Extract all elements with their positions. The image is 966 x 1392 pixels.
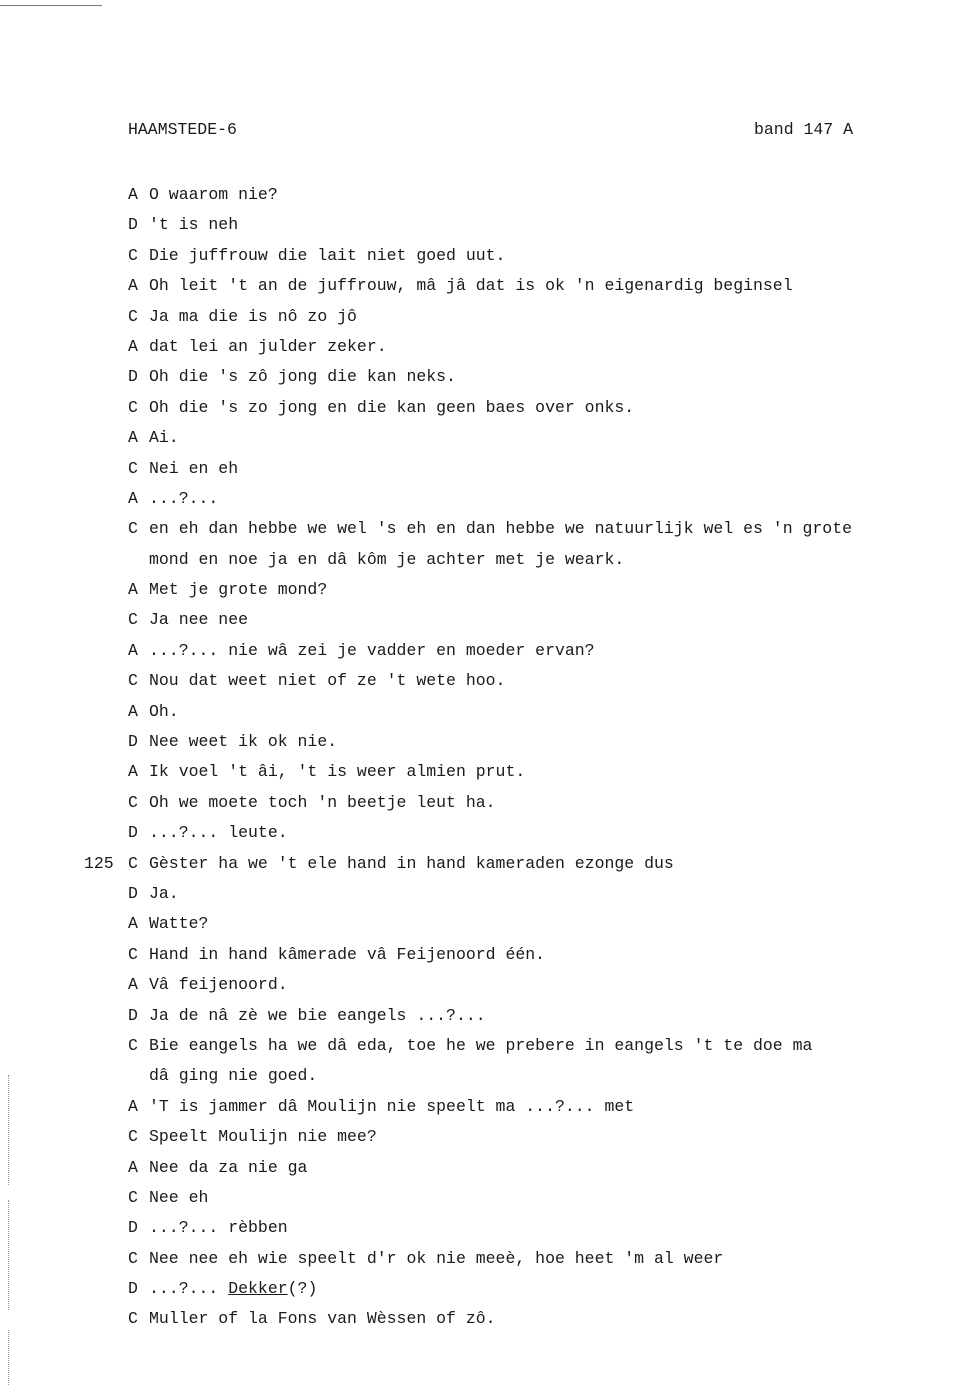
utterance: Ja ma die is nô zo jô bbox=[149, 306, 357, 326]
margin-mark bbox=[8, 1075, 9, 1185]
utterance: Muller of la Fons van Wèssen of zô. bbox=[149, 1309, 496, 1329]
speaker: D bbox=[128, 1218, 138, 1238]
transcript-line bbox=[128, 241, 928, 271]
utterance: Oh leit 't an de juffrouw, mâ jâ dat is ok 'n eigenardig beginsel bbox=[149, 276, 793, 296]
transcript-line bbox=[128, 788, 928, 818]
transcript-line bbox=[128, 454, 928, 484]
speaker: A bbox=[128, 488, 138, 508]
speaker: A bbox=[128, 914, 138, 934]
utterance: 't is neh bbox=[149, 215, 239, 235]
utterance: Oh. bbox=[149, 701, 179, 721]
transcript-line bbox=[128, 757, 928, 787]
utterance: Nee eh bbox=[149, 1187, 209, 1207]
transcript-line-continuation bbox=[128, 1061, 928, 1091]
transcript-line bbox=[128, 484, 928, 514]
utterance: Gèster ha we 't ele hand in hand kameraden ezonge dus bbox=[149, 853, 674, 873]
transcript-line bbox=[128, 636, 928, 666]
transcript-line bbox=[128, 1213, 928, 1243]
utterance: Ja. bbox=[149, 883, 179, 903]
speaker: D bbox=[128, 823, 138, 843]
speaker: A bbox=[128, 580, 138, 600]
utterance: ...?... bbox=[149, 488, 219, 508]
utterance: Ja de nâ zè we bie eangels ...?... bbox=[149, 1005, 486, 1025]
speaker: D bbox=[128, 732, 138, 752]
transcript-line bbox=[128, 1244, 928, 1274]
utterance: Watte? bbox=[149, 914, 209, 934]
transcript bbox=[84, 180, 928, 1335]
utterance: Met je grote mond? bbox=[149, 580, 328, 600]
speaker: C bbox=[128, 671, 138, 691]
speaker: A bbox=[128, 276, 138, 296]
utterance: Hand in hand kâmerade vâ Feijenoord één. bbox=[149, 944, 546, 964]
utterance: ...?... leute. bbox=[149, 823, 288, 843]
transcript-line bbox=[128, 605, 928, 635]
utterance: Oh we moete toch 'n beetje leut ha. bbox=[149, 792, 496, 812]
utterance: en eh dan hebbe we wel 's eh en dan hebbe we natuurlijk wel es 'n grote bbox=[149, 519, 853, 539]
utterance: Die juffrouw die lait niet goed uut. bbox=[149, 245, 506, 265]
utterance: dat lei an julder zeker. bbox=[149, 336, 387, 356]
speaker: C bbox=[128, 1309, 138, 1329]
speaker: C bbox=[128, 397, 138, 417]
utterance: Ik voel 't âi, 't is weer almien prut. bbox=[149, 762, 526, 782]
speaker: C bbox=[128, 1187, 138, 1207]
speaker: D bbox=[128, 215, 138, 235]
document-title: HAAMSTEDE-6 bbox=[128, 120, 237, 139]
margin-mark bbox=[8, 1330, 9, 1385]
transcript-line bbox=[128, 271, 928, 301]
transcript-line bbox=[128, 514, 928, 544]
utterance: Oh die 's zo jong en die kan geen baes over onks. bbox=[149, 397, 635, 417]
line-number: 125 bbox=[84, 853, 114, 873]
utterance: ...?... bbox=[149, 1279, 219, 1299]
speaker: A bbox=[128, 975, 138, 995]
transcript-line bbox=[128, 940, 928, 970]
speaker: A bbox=[128, 762, 138, 782]
transcript-line bbox=[128, 393, 928, 423]
transcript-line bbox=[128, 970, 928, 1000]
transcript-line-continuation bbox=[128, 545, 928, 575]
utterance: Nei en eh bbox=[149, 458, 239, 478]
utterance: Bie eangels ha we dâ eda, toe he we prebere in eangels 't te doe ma bbox=[149, 1035, 813, 1055]
transcript-line bbox=[128, 727, 928, 757]
utterance: Speelt Moulijn nie mee? bbox=[149, 1127, 377, 1147]
speaker: C bbox=[128, 792, 138, 812]
speaker: C bbox=[128, 1127, 138, 1147]
utterance: Nou dat weet niet of ze 't wete hoo. bbox=[149, 671, 506, 691]
margin-mark bbox=[8, 1200, 9, 1310]
transcript-line bbox=[128, 575, 928, 605]
speaker: C bbox=[128, 245, 138, 265]
speaker: A bbox=[128, 1157, 138, 1177]
transcript-line bbox=[128, 1001, 928, 1031]
utterance: Ja nee nee bbox=[149, 610, 249, 630]
speaker: A bbox=[128, 1096, 138, 1116]
transcript-line bbox=[128, 1092, 928, 1122]
speaker: C bbox=[128, 458, 138, 478]
transcript-line bbox=[128, 1274, 928, 1304]
transcript-line bbox=[128, 362, 928, 392]
transcript-line bbox=[128, 302, 928, 332]
utterance: Nee weet ik ok nie. bbox=[149, 732, 338, 752]
transcript-line bbox=[128, 909, 928, 939]
top-rule bbox=[0, 5, 102, 6]
speaker: A bbox=[128, 336, 138, 356]
speaker: C bbox=[128, 519, 138, 539]
speaker: C bbox=[128, 610, 138, 630]
speaker: A bbox=[128, 185, 138, 204]
tape-reference: band 147 A bbox=[754, 120, 854, 139]
speaker: D bbox=[128, 883, 138, 903]
speaker: A bbox=[128, 701, 138, 721]
utterance: Ai. bbox=[149, 428, 179, 448]
transcript-line bbox=[128, 1031, 928, 1061]
speaker: C bbox=[128, 306, 138, 326]
speaker: D bbox=[128, 367, 138, 387]
transcript-line bbox=[128, 666, 928, 696]
utterance: 'T is jammer dâ Moulijn nie speelt ma ...?... met bbox=[149, 1096, 635, 1116]
utterance: ...?... rèbben bbox=[149, 1218, 288, 1238]
utterance: Nee da za nie ga bbox=[149, 1157, 308, 1177]
transcript-line bbox=[128, 1183, 928, 1213]
underlined-name: Dekker bbox=[228, 1279, 288, 1299]
utterance: Oh die 's zô jong die kan neks. bbox=[149, 367, 456, 387]
transcript-line bbox=[128, 879, 928, 909]
transcript-line bbox=[128, 697, 928, 727]
transcript-line bbox=[128, 210, 928, 240]
speaker: D bbox=[128, 1279, 138, 1299]
transcript-line bbox=[128, 1153, 928, 1183]
utterance: ...?... nie wâ zei je vadder en moeder ervan? bbox=[149, 640, 595, 660]
utterance: mond en noe ja en dâ kôm je achter met je weark. bbox=[149, 549, 625, 569]
speaker: C bbox=[128, 1035, 138, 1055]
transcript-line bbox=[84, 849, 928, 879]
transcript-line bbox=[128, 180, 928, 210]
transcript-line bbox=[128, 818, 928, 848]
speaker: C bbox=[128, 944, 138, 964]
utterance: Nee nee eh wie speelt d'r ok nie meeè, hoe heet 'm al weer bbox=[149, 1248, 724, 1268]
speaker: C bbox=[128, 1248, 138, 1268]
speaker: A bbox=[128, 428, 138, 448]
transcript-line bbox=[128, 1122, 928, 1152]
speaker: D bbox=[128, 1005, 138, 1025]
speaker: A bbox=[128, 640, 138, 660]
utterance: dâ ging nie goed. bbox=[149, 1066, 318, 1086]
transcript-line bbox=[128, 423, 928, 453]
transcript-line bbox=[128, 1304, 928, 1334]
transcript-line bbox=[128, 332, 928, 362]
uncertainty-mark: (?) bbox=[287, 1279, 318, 1299]
utterance: O waarom nie? bbox=[149, 185, 278, 204]
speaker: C bbox=[128, 853, 138, 873]
utterance: Vâ feijenoord. bbox=[149, 975, 288, 995]
